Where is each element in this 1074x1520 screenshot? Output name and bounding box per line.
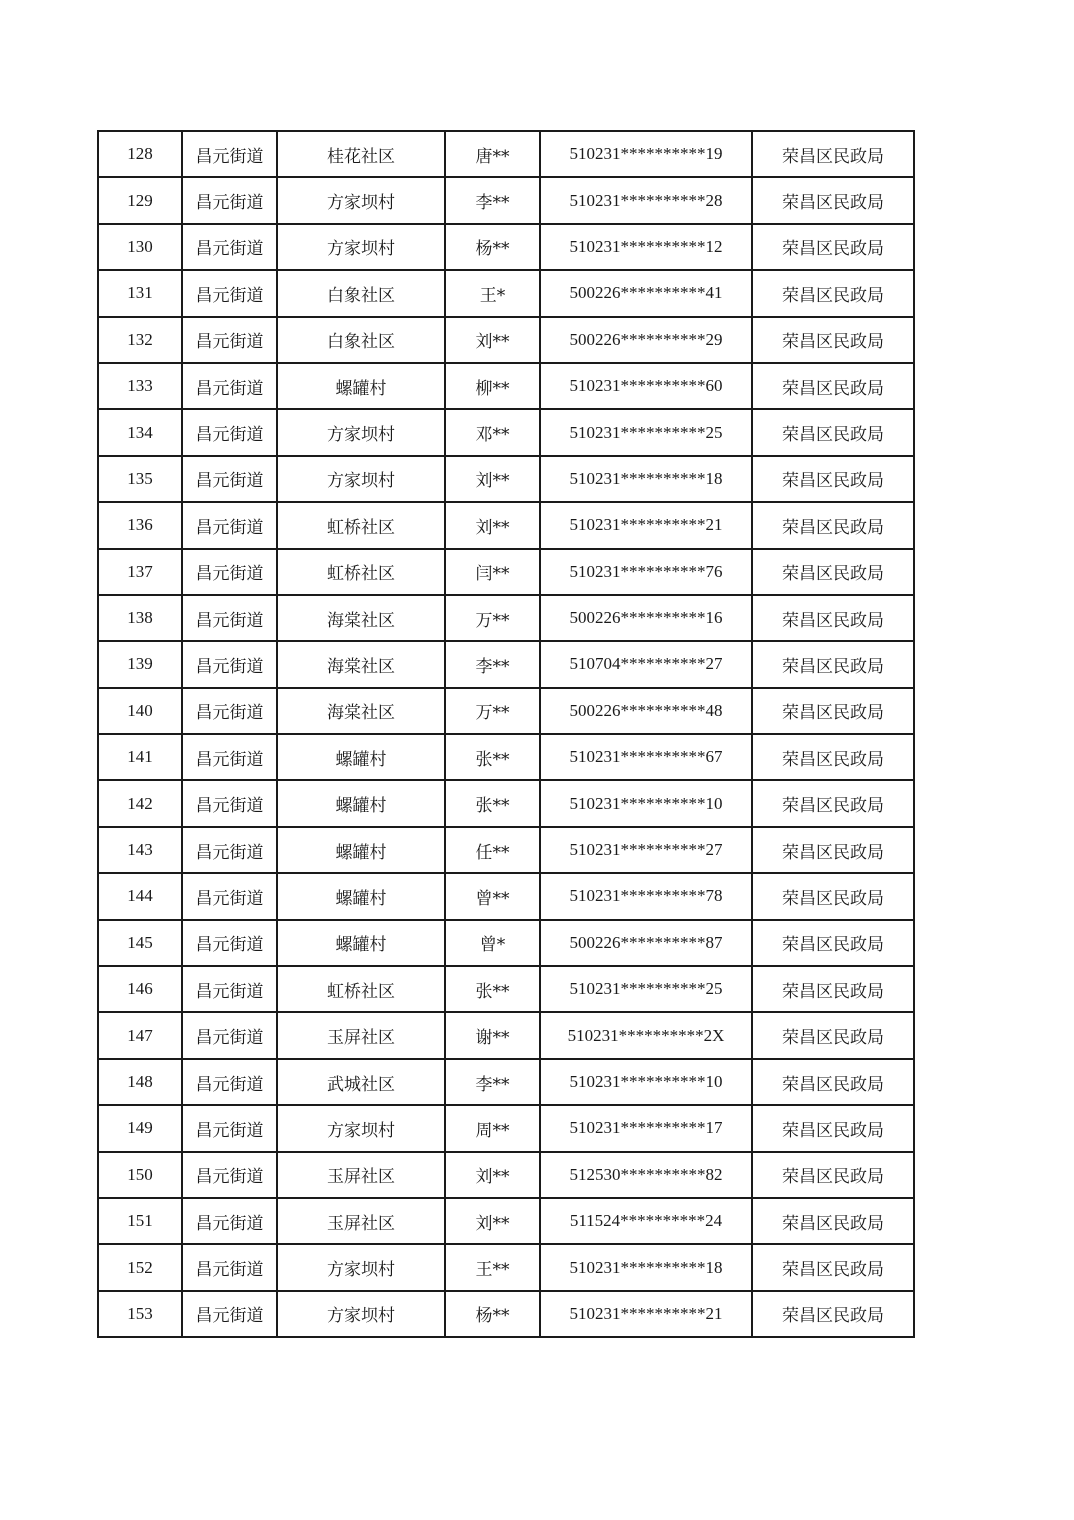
- row-number-cell: 144: [98, 873, 182, 919]
- person-name-cell: 王*: [445, 270, 540, 316]
- row-number-cell: 152: [98, 1244, 182, 1290]
- community-cell: 玉屏社区: [277, 1198, 445, 1244]
- department-cell: 荣昌区民政局: [752, 224, 914, 270]
- person-name-cell: 任**: [445, 827, 540, 873]
- table-row: [98, 549, 914, 595]
- department-cell: 荣昌区民政局: [752, 549, 914, 595]
- id-number-cell: 510231**********76: [540, 549, 752, 595]
- table-row: [98, 734, 914, 780]
- street-cell: 昌元街道: [182, 966, 277, 1012]
- street-cell: 昌元街道: [182, 595, 277, 641]
- community-cell: 白象社区: [277, 317, 445, 363]
- id-number-cell: 510231**********18: [540, 1244, 752, 1290]
- id-number-cell: 500226**********29: [540, 317, 752, 363]
- person-name-cell: 谢**: [445, 1012, 540, 1058]
- community-cell: 螺罐村: [277, 920, 445, 966]
- community-cell: 螺罐村: [277, 734, 445, 780]
- street-cell: 昌元街道: [182, 641, 277, 687]
- row-number-cell: 141: [98, 734, 182, 780]
- person-name-cell: 邓**: [445, 409, 540, 455]
- community-cell: 方家坝村: [277, 177, 445, 223]
- id-number-cell: 510231**********21: [540, 502, 752, 548]
- row-number-cell: 145: [98, 920, 182, 966]
- id-number-cell: 510231**********10: [540, 780, 752, 826]
- table-row: [98, 224, 914, 270]
- id-number-cell: 511524**********24: [540, 1198, 752, 1244]
- record-table-body: [98, 131, 914, 1337]
- table-row: [98, 827, 914, 873]
- community-cell: 方家坝村: [277, 1105, 445, 1151]
- table-row: [98, 177, 914, 223]
- street-cell: 昌元街道: [182, 780, 277, 826]
- row-number-cell: 135: [98, 456, 182, 502]
- person-name-cell: 闫**: [445, 549, 540, 595]
- person-name-cell: 唐**: [445, 131, 540, 177]
- id-number-cell: 510231**********78: [540, 873, 752, 919]
- department-cell: 荣昌区民政局: [752, 1291, 914, 1337]
- id-number-cell: 510231**********17: [540, 1105, 752, 1151]
- street-cell: 昌元街道: [182, 1105, 277, 1151]
- id-number-cell: 512530**********82: [540, 1152, 752, 1198]
- person-name-cell: 杨**: [445, 224, 540, 270]
- id-number-cell: 510231**********28: [540, 177, 752, 223]
- row-number-cell: 133: [98, 363, 182, 409]
- community-cell: 方家坝村: [277, 1244, 445, 1290]
- community-cell: 武城社区: [277, 1059, 445, 1105]
- row-number-cell: 149: [98, 1105, 182, 1151]
- table-row: [98, 409, 914, 455]
- row-number-cell: 128: [98, 131, 182, 177]
- street-cell: 昌元街道: [182, 549, 277, 595]
- community-cell: 方家坝村: [277, 1291, 445, 1337]
- id-number-cell: 510231**********67: [540, 734, 752, 780]
- community-cell: 螺罐村: [277, 363, 445, 409]
- id-number-cell: 510231**********60: [540, 363, 752, 409]
- person-name-cell: 刘**: [445, 1152, 540, 1198]
- street-cell: 昌元街道: [182, 131, 277, 177]
- table-row: [98, 456, 914, 502]
- street-cell: 昌元街道: [182, 409, 277, 455]
- id-number-cell: 510231**********19: [540, 131, 752, 177]
- street-cell: 昌元街道: [182, 1012, 277, 1058]
- person-name-cell: 李**: [445, 177, 540, 223]
- department-cell: 荣昌区民政局: [752, 409, 914, 455]
- department-cell: 荣昌区民政局: [752, 1198, 914, 1244]
- community-cell: 虹桥社区: [277, 549, 445, 595]
- street-cell: 昌元街道: [182, 502, 277, 548]
- community-cell: 方家坝村: [277, 409, 445, 455]
- person-name-cell: 刘**: [445, 502, 540, 548]
- row-number-cell: 151: [98, 1198, 182, 1244]
- table-row: [98, 1291, 914, 1337]
- department-cell: 荣昌区民政局: [752, 1105, 914, 1151]
- department-cell: 荣昌区民政局: [752, 780, 914, 826]
- department-cell: 荣昌区民政局: [752, 317, 914, 363]
- department-cell: 荣昌区民政局: [752, 873, 914, 919]
- row-number-cell: 129: [98, 177, 182, 223]
- department-cell: 荣昌区民政局: [752, 595, 914, 641]
- person-name-cell: 曾*: [445, 920, 540, 966]
- id-number-cell: 510231**********25: [540, 966, 752, 1012]
- person-name-cell: 曾**: [445, 873, 540, 919]
- row-number-cell: 136: [98, 502, 182, 548]
- community-cell: 方家坝村: [277, 456, 445, 502]
- id-number-cell: 510231**********12: [540, 224, 752, 270]
- table-row: [98, 502, 914, 548]
- person-name-cell: 张**: [445, 966, 540, 1012]
- street-cell: 昌元街道: [182, 734, 277, 780]
- row-number-cell: 142: [98, 780, 182, 826]
- department-cell: 荣昌区民政局: [752, 131, 914, 177]
- person-name-cell: 杨**: [445, 1291, 540, 1337]
- street-cell: 昌元街道: [182, 224, 277, 270]
- community-cell: 海棠社区: [277, 641, 445, 687]
- street-cell: 昌元街道: [182, 270, 277, 316]
- person-name-cell: 刘**: [445, 1198, 540, 1244]
- community-cell: 白象社区: [277, 270, 445, 316]
- street-cell: 昌元街道: [182, 1059, 277, 1105]
- department-cell: 荣昌区民政局: [752, 734, 914, 780]
- id-number-cell: 510231**********21: [540, 1291, 752, 1337]
- id-number-cell: 510231**********10: [540, 1059, 752, 1105]
- id-number-cell: 500226**********87: [540, 920, 752, 966]
- id-number-cell: 510231**********27: [540, 827, 752, 873]
- row-number-cell: 139: [98, 641, 182, 687]
- row-number-cell: 148: [98, 1059, 182, 1105]
- row-number-cell: 140: [98, 688, 182, 734]
- id-number-cell: 510231**********25: [540, 409, 752, 455]
- department-cell: 荣昌区民政局: [752, 966, 914, 1012]
- community-cell: 玉屏社区: [277, 1152, 445, 1198]
- id-number-cell: 510231**********18: [540, 456, 752, 502]
- row-number-cell: 130: [98, 224, 182, 270]
- department-cell: 荣昌区民政局: [752, 920, 914, 966]
- row-number-cell: 150: [98, 1152, 182, 1198]
- table-row: [98, 1198, 914, 1244]
- person-name-cell: 张**: [445, 734, 540, 780]
- department-cell: 荣昌区民政局: [752, 270, 914, 316]
- department-cell: 荣昌区民政局: [752, 1059, 914, 1105]
- table-row: [98, 920, 914, 966]
- person-name-cell: 周**: [445, 1105, 540, 1151]
- department-cell: 荣昌区民政局: [752, 688, 914, 734]
- street-cell: 昌元街道: [182, 873, 277, 919]
- table-row: [98, 1012, 914, 1058]
- department-cell: 荣昌区民政局: [752, 456, 914, 502]
- row-number-cell: 153: [98, 1291, 182, 1337]
- person-name-cell: 李**: [445, 641, 540, 687]
- department-cell: 荣昌区民政局: [752, 363, 914, 409]
- table-row: [98, 363, 914, 409]
- department-cell: 荣昌区民政局: [752, 177, 914, 223]
- street-cell: 昌元街道: [182, 1198, 277, 1244]
- department-cell: 荣昌区民政局: [752, 502, 914, 548]
- table-row: [98, 595, 914, 641]
- row-number-cell: 146: [98, 966, 182, 1012]
- person-name-cell: 李**: [445, 1059, 540, 1105]
- row-number-cell: 147: [98, 1012, 182, 1058]
- street-cell: 昌元街道: [182, 1291, 277, 1337]
- department-cell: 荣昌区民政局: [752, 1152, 914, 1198]
- department-cell: 荣昌区民政局: [752, 827, 914, 873]
- table-row: [98, 317, 914, 363]
- community-cell: 虹桥社区: [277, 502, 445, 548]
- street-cell: 昌元街道: [182, 317, 277, 363]
- person-name-cell: 万**: [445, 595, 540, 641]
- street-cell: 昌元街道: [182, 456, 277, 502]
- person-name-cell: 王**: [445, 1244, 540, 1290]
- table-row: [98, 780, 914, 826]
- community-cell: 虹桥社区: [277, 966, 445, 1012]
- row-number-cell: 137: [98, 549, 182, 595]
- table-row: [98, 270, 914, 316]
- community-cell: 螺罐村: [277, 873, 445, 919]
- row-number-cell: 134: [98, 409, 182, 455]
- table-row: [98, 966, 914, 1012]
- community-cell: 海棠社区: [277, 595, 445, 641]
- street-cell: 昌元街道: [182, 688, 277, 734]
- id-number-cell: 510231**********2X: [540, 1012, 752, 1058]
- table-row: [98, 873, 914, 919]
- community-cell: 海棠社区: [277, 688, 445, 734]
- row-number-cell: 132: [98, 317, 182, 363]
- department-cell: 荣昌区民政局: [752, 641, 914, 687]
- street-cell: 昌元街道: [182, 1244, 277, 1290]
- id-number-cell: 500226**********48: [540, 688, 752, 734]
- person-name-cell: 柳**: [445, 363, 540, 409]
- table-row: [98, 688, 914, 734]
- id-number-cell: 500226**********41: [540, 270, 752, 316]
- row-number-cell: 131: [98, 270, 182, 316]
- street-cell: 昌元街道: [182, 177, 277, 223]
- table-row: [98, 1105, 914, 1151]
- street-cell: 昌元街道: [182, 827, 277, 873]
- row-number-cell: 138: [98, 595, 182, 641]
- community-cell: 螺罐村: [277, 780, 445, 826]
- id-number-cell: 500226**********16: [540, 595, 752, 641]
- table-row: [98, 1244, 914, 1290]
- community-cell: 桂花社区: [277, 131, 445, 177]
- table-row: [98, 1152, 914, 1198]
- person-name-cell: 万**: [445, 688, 540, 734]
- id-number-cell: 510704**********27: [540, 641, 752, 687]
- community-cell: 方家坝村: [277, 224, 445, 270]
- community-cell: 螺罐村: [277, 827, 445, 873]
- table-row: [98, 641, 914, 687]
- table-row: [98, 131, 914, 177]
- street-cell: 昌元街道: [182, 920, 277, 966]
- community-cell: 玉屏社区: [277, 1012, 445, 1058]
- department-cell: 荣昌区民政局: [752, 1012, 914, 1058]
- row-number-cell: 143: [98, 827, 182, 873]
- person-name-cell: 刘**: [445, 317, 540, 363]
- street-cell: 昌元街道: [182, 363, 277, 409]
- record-table: [97, 130, 915, 1338]
- person-name-cell: 张**: [445, 780, 540, 826]
- department-cell: 荣昌区民政局: [752, 1244, 914, 1290]
- table-row: [98, 1059, 914, 1105]
- street-cell: 昌元街道: [182, 1152, 277, 1198]
- person-name-cell: 刘**: [445, 456, 540, 502]
